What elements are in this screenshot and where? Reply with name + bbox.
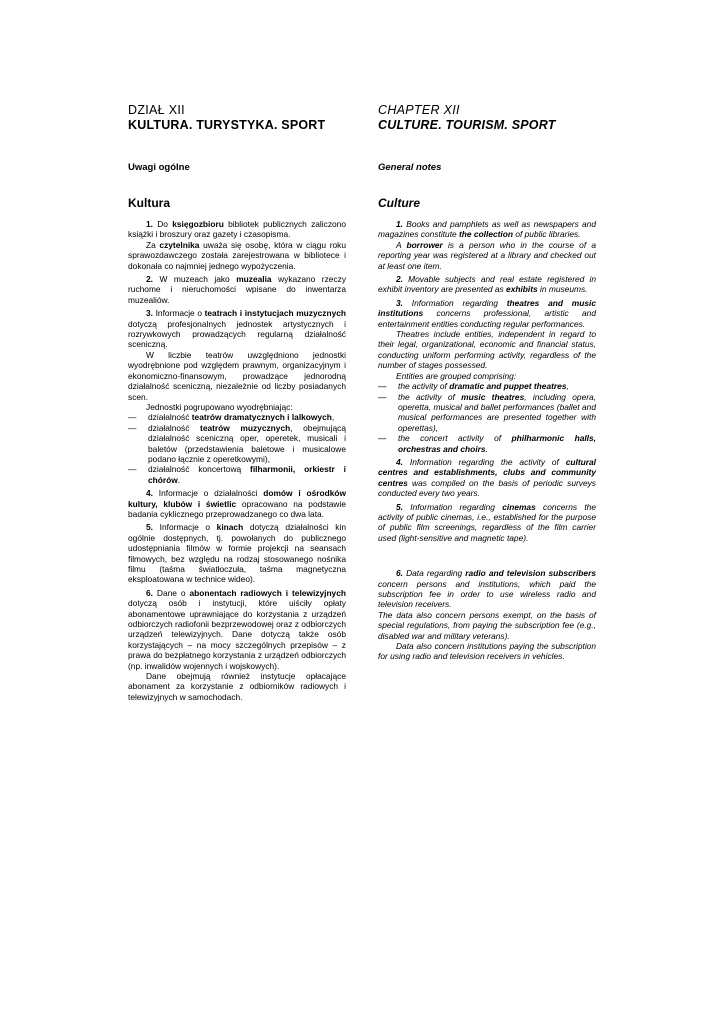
paragraph-6c: Data also concern institutions paying the subscription for using radio and television receivers in vehicles. — [378, 641, 596, 662]
chapter-title: KULTURA. TURYSTYKA. SPORT — [128, 118, 326, 132]
paragraph-5: 5. Information regarding cinemas concerns the activity of public cinemas, i.e., established for the purpose of public film screenings, regardless of the film carrier used (light-sensitive and magnetic tape). — [378, 501, 596, 543]
chapter-number: DZIAŁ XII — [128, 103, 185, 117]
paragraph-4: 4. Informacje o działalności domów i ośrodków kultury, klubów i świetlic opracowano na podstawie badania cyklicznego przeprowadzanego co dwa lata. — [128, 488, 347, 519]
list-item: — działalność teatrów muzycznych, obejmującą działalność sceniczną oper, operetek, musicali i baletów (przedstawienia baletowe i musicalowe podano łącznie z operetkowymi), — [128, 423, 346, 465]
paragraph-3c: Entities are grouped comprising: — [396, 370, 517, 381]
list-item: — the activity of dramatic and puppet theatres, — [378, 381, 596, 391]
list-item: — the concert activity of philharmonic halls, orchestras and choirs. — [378, 433, 596, 454]
paragraph-6b: The data also concern persons exempt, on the basis of special regulations, from paying the subscription fee (e.g., disabled war and military veterans). — [378, 609, 596, 641]
paragraph-4: 4. Information regarding the activity of cultural centres and establishments, clubs and community centres was compiled on the basis of periodic surveys conducted every two years. — [378, 456, 596, 499]
paragraph-2: 2. Movable subjects and real estate registered in exhibit inventory are presented as exhibits in museums. — [378, 274, 596, 295]
paragraph-6: 6. Data regarding radio and television subscribers concern persons and institutions, which paid the subscription fee in order to use wireless radio and television receivers. — [378, 568, 596, 610]
section-heading: Culture — [378, 196, 420, 210]
paragraph-1b: Za czytelnika uważa się osobę, która w ciągu roku sprawozdawczego została zarejestrowana w bibliotece i dokonała co najmniej jednego wypożyczenia. — [128, 239, 346, 271]
paragraph-1: 1. Books and pamphlets as well as newspapers and magazines constitute the collection of public libraries. — [378, 219, 596, 240]
english-column — [378, 103, 596, 662]
paragraph-6b: Dane obejmują również instytucje opłacające abonament za korzystanie z odbiorników radiowych i telewizyjnych w samochodach. — [128, 671, 346, 702]
paragraph-6: 6. Dane o abonentach radiowych i telewizyjnych dotyczą osób i instytucji, które uiściły opłaty abonamentowe uprawniające do korzystania z urządzeń odbiorczych radiofonii bezprzewodowej oraz z odbiorczych urządzeń telewizyjnych. Dane dotyczą także osób korzystających – na mocy szczególnych przepisów – z prawa do bezpłatnego korzystania z urządzeń odbiorczych (np. inwalidów wojennych i wojskowych). — [128, 587, 346, 671]
paragraph-1: 1. Do księgozbioru bibliotek publicznych zaliczono książki i broszury oraz gazety i czasopisma. — [128, 219, 346, 240]
paragraph-3c: Jednostki pogrupowano wyodrębniając: — [146, 401, 293, 412]
paragraph-3: 3. Informacje o teatrach i instytucjach muzycznych dotyczą profesjonalnych jednostek artystycznych i rozrywkowych prowadzących regularną działalność sceniczną. — [128, 308, 346, 350]
paragraph-3b: W liczbie teatrów uwzględniono jednostki wyodrębnione pod względem prawnym, organizacyjnym i ekonomiczno-finansowym, prowadzące jednorodną działalność sceniczną, niezależnie od liczby posiadanych scen. — [128, 349, 346, 402]
entity-list — [128, 412, 346, 485]
list-item: — działalność teatrów dramatycznych i lalkowych, — [128, 412, 346, 422]
notes-heading: General notes — [378, 162, 442, 173]
section-heading: Kultura — [128, 196, 170, 210]
chapter-number: CHAPTER XII — [378, 103, 460, 117]
paragraph-2: 2. W muzeach jako muzealia wykazano rzeczy ruchome i nieruchomości wpisane do inwentarza muzealiów. — [128, 274, 347, 305]
notes-heading: Uwagi ogólne — [128, 162, 190, 173]
polish-column — [128, 103, 346, 702]
list-item: — działalność koncertową filharmonii, orkiestr i chórów. — [128, 464, 346, 485]
paragraph-1b: A borrower is a person who in the course of a reporting year was registered at a library and checked out at least one item. — [378, 239, 596, 271]
chapter-title: CULTURE. TOURISM. SPORT — [378, 118, 556, 132]
paragraph-3: 3. Information regarding theatres and music institutions concerns professional, artistic and entertainment entities conducting regular performances. — [378, 297, 596, 329]
entity-list — [378, 381, 596, 454]
list-item: — the activity of music theatres, including opera, operetta, musical and ballet performances (ballet and musical performances are presented together with operettas), — [378, 392, 596, 434]
paragraph-5: 5. Informacje o kinach dotyczą działalności kin ogólnie dostępnych, tj. powołanych do publicznego udostępniania filmów w formie projekcji na seansach filmowych, bez względu na rodzaj stosowanego nośnika filmu (taśma światłoczuła, taśma magnetyczna eksploatowana w technice wideo). — [128, 522, 346, 585]
paragraph-3b: Theatres include entities, independent in regard to their legal, organizational, economic and financial status, conducting uniform performing activity, regardless of the number of stages possessed. — [378, 329, 596, 371]
